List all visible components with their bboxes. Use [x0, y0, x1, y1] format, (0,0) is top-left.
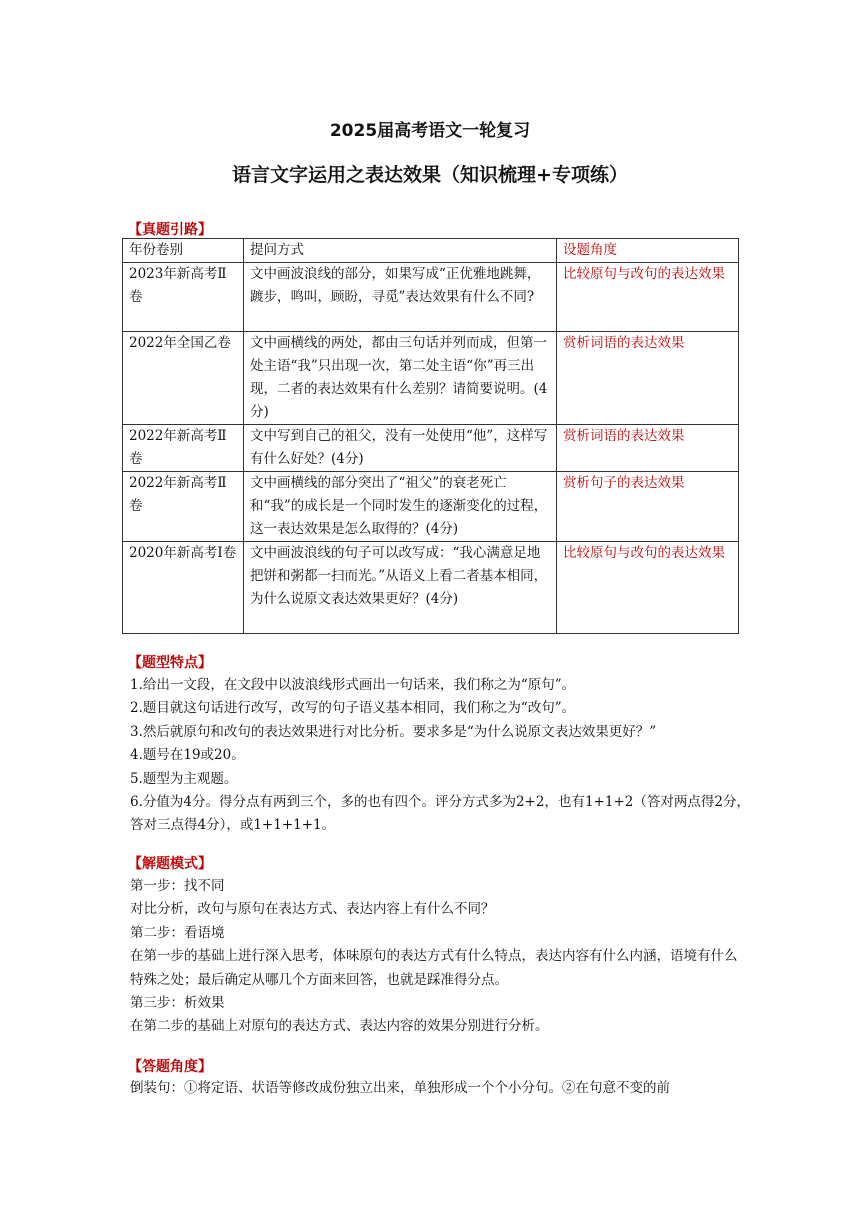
- table-row: [123, 332, 739, 425]
- feature-item: 1.给出一文段，在文段中以波浪线形式画出一句话来，我们称之为“原句”。: [130, 677, 576, 693]
- table-row: [123, 263, 739, 332]
- table-header-year: 年份卷别: [123, 239, 244, 263]
- method-step-title: 第三步：析效果: [130, 995, 225, 1012]
- table-row: [123, 542, 739, 634]
- table-cell-year: 2022年全国乙卷: [123, 332, 244, 425]
- table-header-row: [123, 239, 739, 263]
- method-step-text: 对比分析，改句与原句在表达方式、表达内容上有什么不同？: [130, 901, 495, 918]
- method-list: [130, 875, 750, 1039]
- table-cell-year: 2023年新高考Ⅱ卷: [123, 263, 244, 332]
- table-row: [123, 472, 739, 542]
- table-cell-year: 2022年新高考Ⅱ卷: [123, 472, 244, 542]
- table-cell-question: 文中写到自己的祖父，没有一处使用“他”，这样写有什么好处？(4分): [244, 425, 557, 472]
- section-heading-angles: 【答题角度】: [128, 1059, 212, 1075]
- feature-item: 3.然后就原句和改句的表达效果进行对比分析。要求多是“为什么说原文表达效果更好？”: [130, 723, 657, 740]
- table-cell-question: 文中画波浪线的句子可以改写成：“我心满意足地把饼和粥都一扫而光。”从语义上看二者基本相同，为什么说原文表达效果更好？(4分): [244, 542, 557, 634]
- method-step-title: 第一步：找不同: [130, 878, 225, 894]
- features-list: [130, 674, 750, 838]
- table-cell-question: 文中画波浪线的部分，如果写成“正优雅地跳舞，踱步，鸣叫，顾盼，寻觅”表达效果有什么不同?: [244, 263, 557, 332]
- table-cell-angle: 赏析句子的表达效果: [557, 472, 739, 542]
- table-row: [123, 425, 739, 472]
- table-header-angle: 设题角度: [557, 239, 739, 263]
- table-cell-angle: 赏析词语的表达效果: [557, 425, 739, 472]
- table-cell-question: 文中画横线的两处，都由三句话并列而成，但第一处主语“我”只出现一次，第二处主语“你”再三出现，二者的表达效果有什么差别？请简要说明。(4分): [244, 332, 557, 425]
- table-cell-year: 2020年新高考Ⅰ卷: [123, 542, 244, 634]
- doc-title: 2025届高考语文一轮复习: [329, 121, 531, 141]
- table-cell-angle: 比较原句与改句的表达效果: [557, 263, 739, 332]
- angle-item: 倒装句：①将定语、状语等修改成份独立出来，单独形成一个个小分句。②在句意不变的前: [130, 1080, 670, 1096]
- method-step-title: 第二步：看语境: [130, 924, 225, 941]
- section-heading-features: 【题型特点】: [128, 655, 212, 671]
- method-step-text: 在第一步的基础上进行深入思考，体味原句的表达方式有什么特点，表达内容有什么内涵，语境有什么特殊之处；最后确定从哪几个方面来回答，也就是踩准得分点。: [130, 948, 738, 988]
- doc-subtitle: 语言文字运用之表达效果（知识梳理+专项练）: [232, 164, 628, 186]
- table-cell-year: 2022年新高考Ⅱ卷: [123, 425, 244, 472]
- exam-questions-table: [122, 238, 739, 634]
- feature-item: 2.题目就这句话进行改写，改写的句子语义基本相同，我们称之为“改句”。: [130, 700, 576, 717]
- table-cell-angle: 赏析词语的表达效果: [557, 332, 739, 425]
- section-heading-method: 【解题模式】: [128, 856, 212, 872]
- table-cell-angle: 比较原句与改句的表达效果: [557, 542, 739, 634]
- section-heading-intro: 【真题引路】: [128, 222, 212, 238]
- feature-item: 6.分值为4分。得分点有两到三个，多的也有四个。评分方式多为2+2，也有1+1+2（答对两点得2分，答对三点得4分），或1+1+1+1。: [130, 794, 750, 834]
- feature-item: 5.题型为主观题。: [130, 770, 238, 787]
- table-header-question: 提问方式: [244, 239, 557, 263]
- table-cell-question: 文中画横线的部分突出了“祖父”的衰老死亡和“我”的成长是一个同时发生的逐渐变化的过程，这一表达效果是怎么取得的？(4分): [244, 472, 557, 542]
- feature-item: 4.题号在19或20。: [130, 747, 245, 764]
- method-step-text: 在第二步的基础上对原句的表达方式、表达内容的效果分别进行分析。: [130, 1018, 549, 1035]
- angles-list: [130, 1077, 750, 1100]
